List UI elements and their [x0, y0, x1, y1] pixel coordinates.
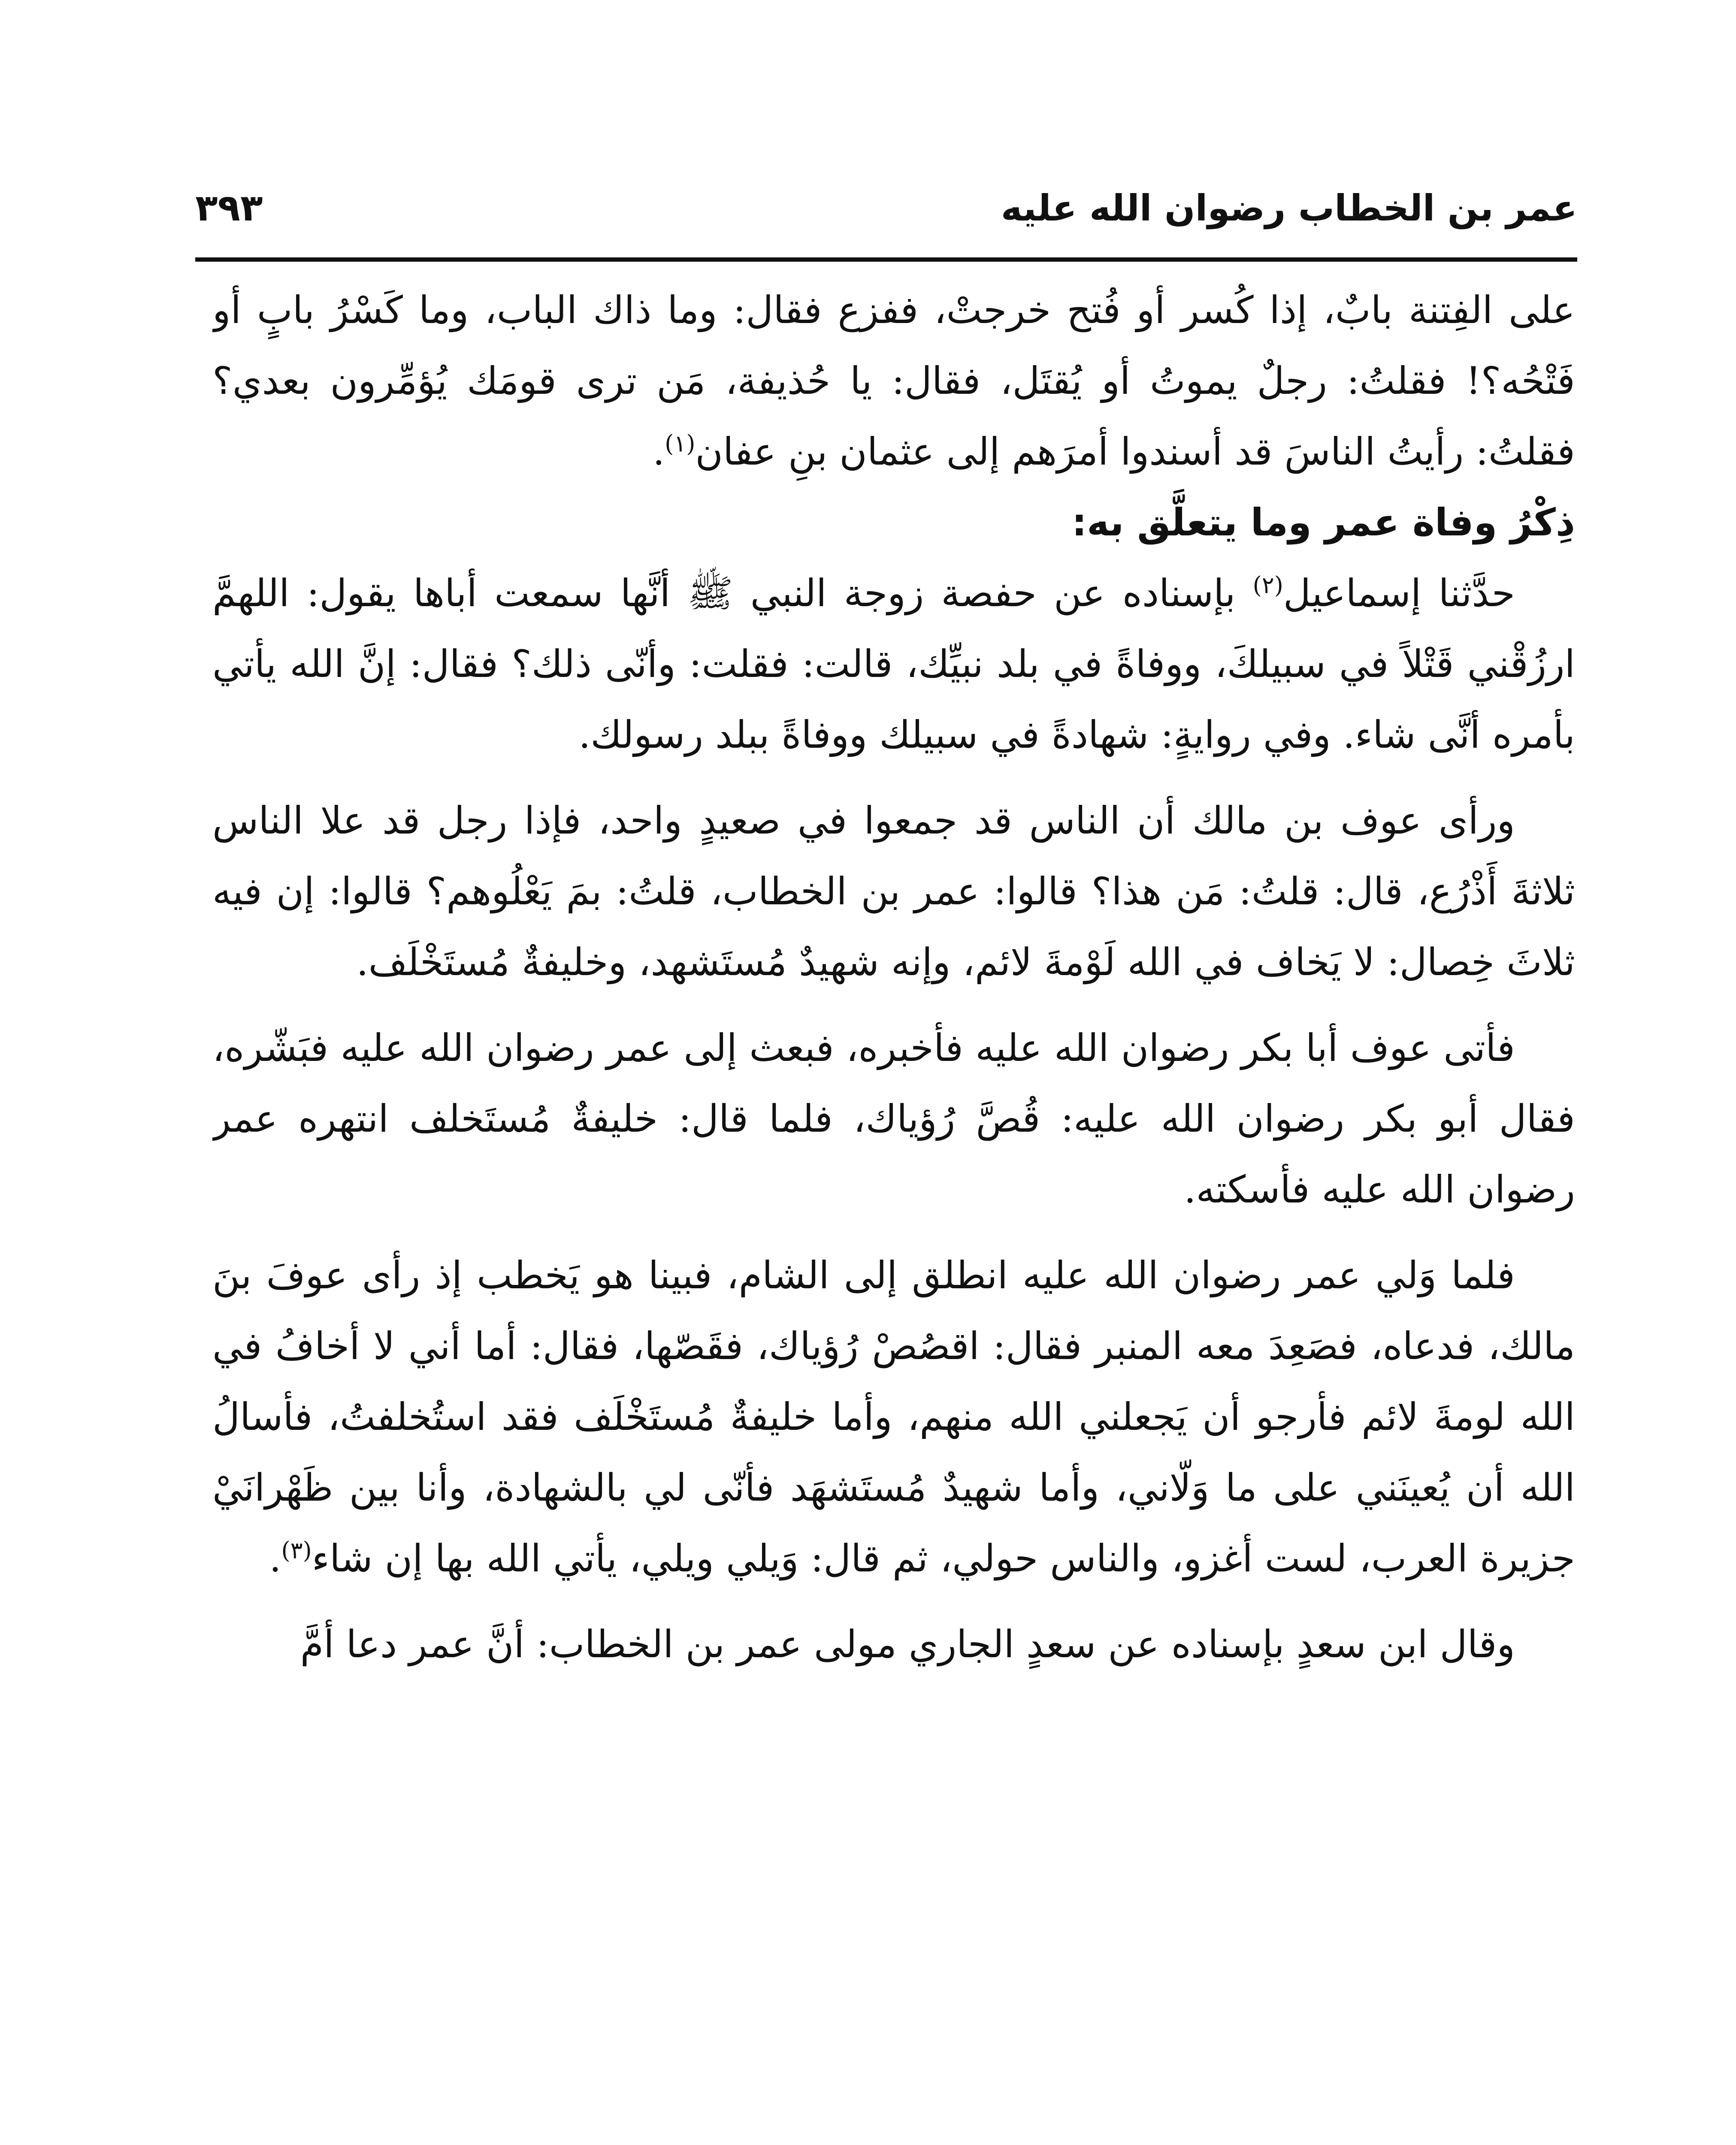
paragraph-text: وقال ابن سعدٍ بإسناده عن سعدٍ الجاري مولى عمر بن الخطاب: أنَّ عمر دعا أمَّ [300, 1622, 1515, 1666]
main-text [212, 275, 1575, 2145]
paragraph-ibn-saad [212, 1609, 1575, 1680]
page-number: ٣٩٣ [195, 187, 263, 230]
paragraph-awf-vision [212, 785, 1575, 997]
paragraph-text: ورأى عوف بن مالك أن الناس قد جمعوا في صعيدٍ واحد، فإذا رجل قد علا الناس ثلاثةَ أَذْرُع، قال: قلتُ: مَن هذا؟ قالوا: عمر بن الخطاب، قلتُ: بمَ يَعْلُوهم؟ قالوا: إن فيه ثلاثَ خِصال: لا يَخاف في الله لَوْمةَ لائم، وإنه شهيدٌ مُستَشهد، وخليفةٌ مُستَخْلَف. [212, 798, 1575, 984]
paragraph-hafsa [212, 558, 1575, 770]
paragraph-text: على الفِتنة بابٌ، إذا كُسر أو فُتح خرجتْ، ففزع فقال: وما ذاك الباب، وما كَسْرُ بابٍ أو فَتْحُه؟! فقلتُ: رجلٌ يموتُ أو يُقتَل، فقال: يا حُذيفة، مَن ترى قومَك يُؤمِّرون بعدي؟ فقلتُ: رأيتُ الناسَ قد أسندوا أمرَهم إلى عثمان بنِ عفان [212, 288, 1575, 474]
section-heading: ذِكْرُ وفاة عمر وما يتعلَّق به: [1071, 500, 1575, 544]
paragraph-text: بإسناده عن حفصة زوجة النبي ﷺ أنَّها سمعت أباها يقول: اللهمَّ ارزُقْني قَتْلاً في سبيلكَ، ووفاةً في بلد نبيِّك، قالت: فقلت: وأنّى ذلك؟ فقال: إنَّ الله يأتي بأمره أنَّى شاء. وفي روايةٍ: شهادةً في سبيلك ووفاةً ببلد رسولك. [212, 571, 1575, 757]
running-title: عمر بن الخطاب رضوان الله عليه [1001, 187, 1577, 229]
footnote-ref-1: (١) [665, 430, 696, 457]
paragraph-text: فلما وَلي عمر رضوان الله عليه انطلق إلى الشام، فبينا هو يَخطب إذ رأى عوفَ بنَ مالك، فدعاه، فصَعِدَ معه المنبر فقال: اقصُصْ رُؤياك، فقَصّها، فقال: أما أني لا أخافُ في الله لومةَ لائم فأرجو أن يَجعلني الله منهم، وأما خليفةٌ مُستَخْلَف فقد استُخلفتُ، فأسالُ الله أن يُعينَني على ما وَلّاني، وأما شهيدٌ مُستَشهَد فأنّى لي بالشهادة، وأنا بين ظَهْرانَيْ جزيرة العرب، لست أغزو، والناس حولي، ثم قال: وَيلي ويلي، يأتي الله بها إن شاء [212, 1253, 1575, 1580]
paragraph-continuation [212, 275, 1575, 487]
paragraph-abu-bakr [212, 1012, 1575, 1225]
paragraph-start: حدَّثنا إسماعيل [1283, 571, 1515, 615]
paragraph-end: . [269, 1536, 281, 1580]
paragraph-sham [212, 1240, 1575, 1594]
paragraph-text: فأتى عوف أبا بكر رضوان الله عليه فأخبره، فبعث إلى عمر رضوان الله عليه فبَشّره، فقال أبو بكر رضوان الله عليه: قُصَّ رُؤياك، فلما قال: خليفةٌ مُستَخلف انتهره عمر رضوان الله عليه فأسكته. [212, 1026, 1575, 1211]
footnote-ref-2: (٢) [1252, 571, 1283, 599]
page-header [195, 180, 1577, 236]
paragraph-end: . [653, 429, 665, 474]
footnote-ref-3: (٣) [281, 1537, 312, 1564]
header-divider [195, 257, 1577, 262]
